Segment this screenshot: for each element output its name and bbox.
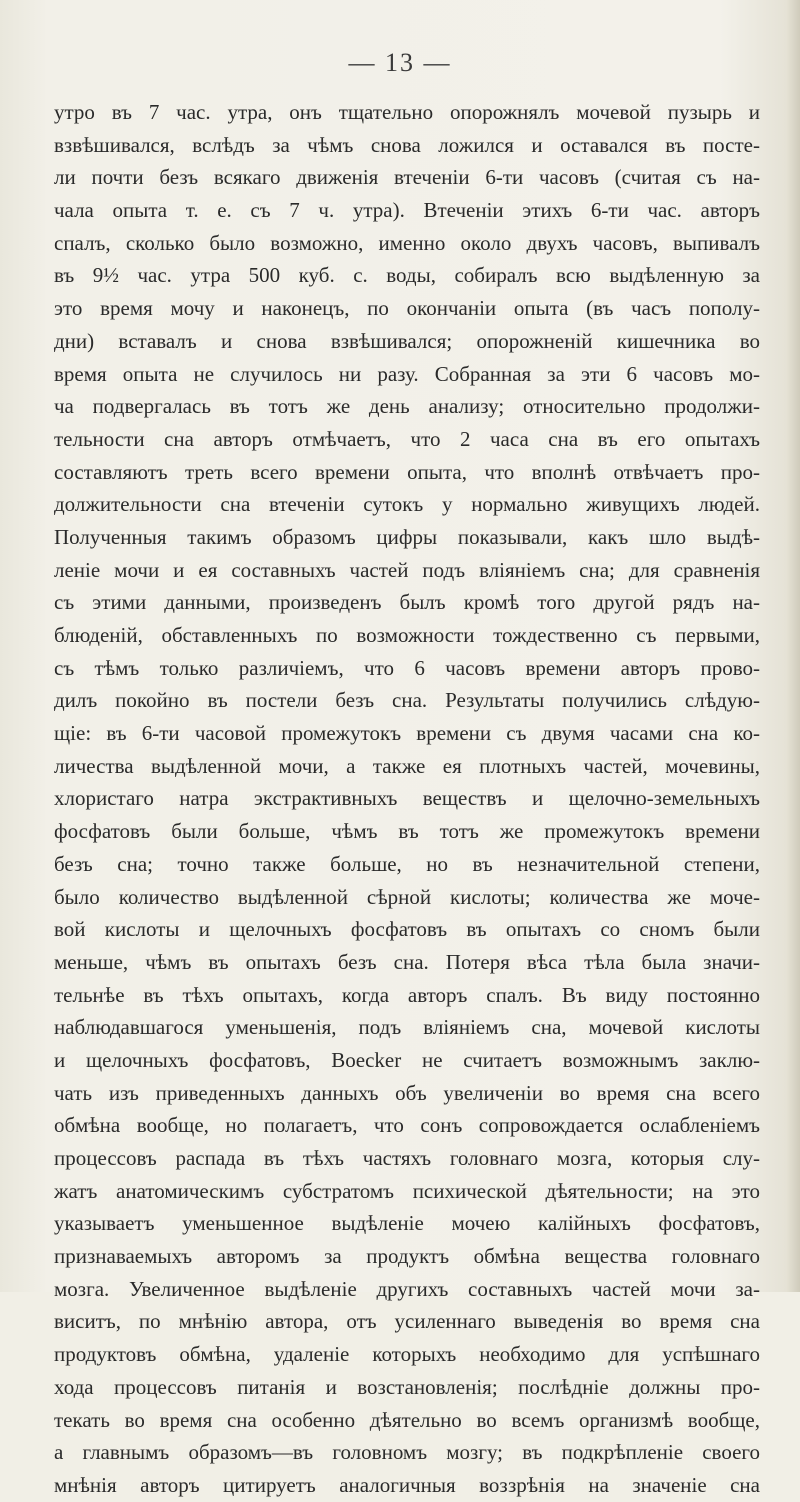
text-line: съ этими данными, произведенъ былъ кромѣ того другой рядъ на- bbox=[54, 590, 760, 615]
text-line: чала опыта т. е. съ 7 ч. утра). Втеченіи этихъ 6-ти час. авторъ bbox=[54, 198, 760, 223]
text-line: а главнымъ образомъ—въ головномъ мозгу; въ подкрѣпленіе своего bbox=[54, 1440, 760, 1465]
text-line: блюденій, обставленныхъ по возможности тождественно съ первыми, bbox=[54, 623, 760, 647]
text-line: щіе: въ 6-ти часовой промежутокъ времени съ двумя часами сна ко- bbox=[54, 721, 760, 746]
text-line: должительности сна втеченіи сутокъ у нормально живущихъ людей. bbox=[54, 492, 760, 517]
text-line: и щелочныхъ фосфатовъ, Boeсker не считаетъ возможнымъ заклю- bbox=[54, 1047, 760, 1072]
text-line: дни) вставалъ и снова взвѣшивался; опорожненій кишечника во bbox=[54, 328, 760, 353]
text-line: съ тѣмъ только различіемъ, что 6 часовъ времени авторъ прово- bbox=[54, 655, 760, 680]
text-line: продуктовъ обмѣна, удаленіе которыхъ необходимо для успѣшнаго bbox=[54, 1342, 760, 1367]
text-line: указываетъ уменьшенное выдѣленіе мочею калійныхъ фосфатовъ, bbox=[54, 1211, 760, 1236]
text-line: мнѣнія авторъ цитируетъ аналогичныя воззрѣнія на значеніе сна bbox=[54, 1472, 760, 1497]
text-line: въ 9½ час. утра 500 куб. с. воды, собиралъ всю выдѣленную за bbox=[54, 263, 760, 288]
text-line: это время мочу и наконецъ, по окончаніи опыта (въ часъ пополу- bbox=[54, 296, 760, 321]
text-line: леніе мочи и ея составныхъ частей подъ вліяніемъ сна; для сравненія bbox=[54, 557, 760, 582]
text-line: вой кислоты и щелочныхъ фосфатовъ въ опытахъ со сномъ были bbox=[54, 917, 760, 942]
text-line: меньше, чѣмъ въ опытахъ безъ сна. Потеря вѣса тѣла была значи- bbox=[54, 949, 760, 974]
text-line: текать во время сна особенно дѣятельно во всемъ организмѣ вообще, bbox=[54, 1407, 760, 1432]
text-line: взвѣшивался, вслѣдъ за чѣмъ снова ложился и оставался въ посте- bbox=[54, 132, 760, 157]
text-line: признаваемыхъ авторомъ за продуктъ обмѣна вещества головнаго bbox=[54, 1244, 760, 1269]
text-line: Полученныя такимъ образомъ цифры показывали, какъ шло выдѣ- bbox=[54, 524, 760, 549]
text-line: дилъ покойно въ постели безъ сна. Результаты получились слѣдую- bbox=[54, 688, 760, 713]
text-line: виситъ, по мнѣнію автора, отъ усиленнаго выведенія во время сна bbox=[54, 1309, 760, 1334]
text-line: составляютъ треть всего времени опыта, что вполнѣ отвѣчаетъ про- bbox=[54, 459, 760, 484]
text-line: ли почти безъ всякаго движенія втеченіи 6-ти часовъ (считая съ на- bbox=[54, 165, 760, 190]
body-text bbox=[54, 96, 760, 1502]
text-line: утро въ 7 час. утра, онъ тщательно опорожнялъ мочевой пузырь и bbox=[54, 100, 760, 124]
text-line: наблюдавшагося уменьшенія, подъ вліяніемъ сна, мочевой кислоты bbox=[54, 1015, 760, 1040]
text-line: ча подвергалась въ тотъ же день анализу; относительно продолжи- bbox=[54, 394, 760, 419]
text-line: тельности сна авторъ отмѣчаетъ, что 2 часа сна въ его опытахъ bbox=[54, 426, 760, 451]
text-line: было количество выдѣленной сѣрной кислоты; количества же моче- bbox=[54, 884, 760, 909]
text-line: личества выдѣленной мочи, а также ея плотныхъ частей, мочевины, bbox=[54, 753, 760, 778]
text-line: жатъ анатомическимъ субстратомъ психической дѣятельности; на это bbox=[54, 1178, 760, 1203]
text-line: фосфатовъ были больше, чѣмъ въ тотъ же промежутокъ времени bbox=[54, 819, 760, 844]
text-line: спалъ, сколько было возможно, именно около двухъ часовъ, выпивалъ bbox=[54, 230, 760, 255]
text-line: время опыта не случилось ни разу. Собранная за эти 6 часовъ мо- bbox=[54, 361, 760, 386]
text-line: хлористаго натра экстрактивныхъ веществъ и щелочно-земельныхъ bbox=[54, 786, 760, 811]
text-line: хода процессовъ питанія и возстановленія; послѣдніе должны про- bbox=[54, 1374, 760, 1399]
text-line: тельнѣе въ тѣхъ опытахъ, когда авторъ спалъ. Въ виду постоянно bbox=[54, 982, 760, 1007]
page-edge bbox=[786, 0, 800, 1292]
text-line: обмѣна вообще, но полагаетъ, что сонъ сопровождается ослабленіемъ bbox=[54, 1113, 760, 1138]
text-line: безъ сна; точно также больше, но въ незначительной степени, bbox=[54, 851, 760, 876]
page-number: — 13 — bbox=[348, 48, 452, 77]
text-line: мозга. Увеличенное выдѣленіе другихъ составныхъ частей мочи за- bbox=[54, 1276, 760, 1301]
text-line: чать изъ приведенныхъ данныхъ объ увеличеніи во время сна всего bbox=[54, 1080, 760, 1105]
text-line: процессовъ распада въ тѣхъ частяхъ головнаго мозга, которыя слу- bbox=[54, 1146, 760, 1170]
